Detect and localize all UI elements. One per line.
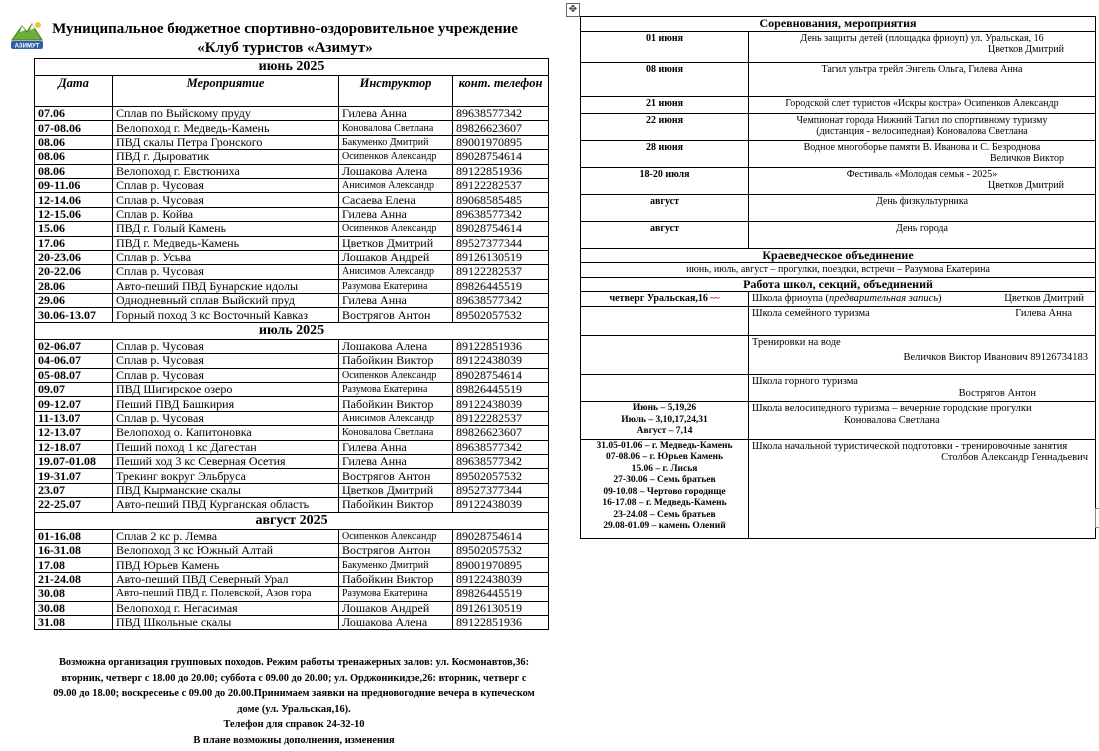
- row-instructor: Разумова Екатерина: [339, 279, 453, 293]
- school-person: Вострягов Антон: [958, 387, 1036, 399]
- row-instructor: Гилева Анна: [339, 207, 453, 221]
- row-date: 05-08.07: [35, 368, 113, 382]
- row-event: Сплав р. Чусовая: [113, 339, 339, 353]
- row-date: 19.07-01.08: [35, 454, 113, 468]
- event-row: [581, 167, 1096, 194]
- schedule-row: [35, 543, 549, 557]
- school-date-line: 27-30.06 – Семь братьев: [613, 475, 716, 485]
- footer-line: доме (ул. Уральская,16).: [237, 703, 351, 715]
- schedule-row: [35, 483, 549, 497]
- row-phone: 89638577342: [453, 107, 549, 121]
- schedule-row: [35, 265, 549, 279]
- school-name: Школа горного туризма: [752, 376, 858, 387]
- local-history-row: [581, 263, 1096, 278]
- school-row: [581, 336, 1096, 375]
- spellcheck-mark: ~~: [707, 293, 720, 303]
- school-schedule: [581, 375, 749, 402]
- row-date: 20-23.06: [35, 250, 113, 264]
- row-instructor: Лошаков Андрей: [339, 250, 453, 264]
- schedule-row: [35, 236, 549, 250]
- row-phone: 89126130519: [453, 250, 549, 264]
- row-phone: 89122438039: [453, 572, 549, 586]
- row-event: Сплав р. Чусовая: [113, 354, 339, 368]
- row-event: ПВД скалы Петра Гронского: [113, 135, 339, 149]
- schedule-row: [35, 222, 549, 236]
- school-schedule: [581, 336, 749, 375]
- row-phone: 89826445519: [453, 587, 549, 601]
- schedule-row: [35, 207, 549, 221]
- footer-disclaimer: В плане возможны дополнения, изменения: [193, 734, 395, 746]
- row-date: 01-16.08: [35, 529, 113, 543]
- row-phone: 89527377344: [453, 236, 549, 250]
- school-details: [749, 292, 1096, 307]
- schedule-row: [35, 250, 549, 264]
- local-history-title: Краеведческое объединение: [581, 248, 1096, 263]
- schedule-row: [35, 498, 549, 512]
- row-event: Сплав р. Чусовая: [113, 193, 339, 207]
- row-phone: 89122851936: [453, 339, 549, 353]
- row-date: 19-31.07: [35, 469, 113, 483]
- schools-title: Работа школ, секций, объединений: [581, 277, 1096, 292]
- row-phone: 89068585485: [453, 193, 549, 207]
- school-person: Величков Виктор Иванович 89126734183: [903, 351, 1088, 363]
- schedule-table: [34, 58, 549, 630]
- schedule-row: [35, 454, 549, 468]
- school-name: Тренировки на воде: [752, 337, 841, 348]
- event-details: [749, 113, 1096, 140]
- school-row: [581, 292, 1096, 307]
- school-details: [749, 439, 1096, 538]
- event-title: Городской слет туристов «Искры костра» Осипенков Александр: [785, 97, 1059, 109]
- row-event: ПВД Шигирское озеро: [113, 383, 339, 397]
- schedule-row: [35, 368, 549, 382]
- row-event: Пеший ПВД Башкирия: [113, 397, 339, 411]
- schedule-row: [35, 107, 549, 121]
- table-resize-handle[interactable]: [1095, 508, 1099, 528]
- row-instructor: Разумова Екатерина: [339, 383, 453, 397]
- school-date-line: 31.05-01.06 – г. Медведь-Камень: [596, 440, 733, 451]
- row-event: Велопоход о. Капитоновка: [113, 426, 339, 440]
- row-date: 16-31.08: [35, 543, 113, 557]
- schedule-row: [35, 193, 549, 207]
- event-row: [581, 194, 1096, 221]
- row-date: 12-14.06: [35, 193, 113, 207]
- column-header: Дата: [35, 76, 113, 107]
- event-details: [749, 221, 1096, 248]
- row-instructor: Лошакова Алена: [339, 339, 453, 353]
- school-name-end: ): [938, 293, 942, 304]
- row-event: ПВД г. Медведь-Камень: [113, 236, 339, 250]
- row-instructor: Бакуменко Дмитрий: [339, 558, 453, 572]
- row-phone: 89638577342: [453, 207, 549, 221]
- row-instructor: Сасаева Елена: [339, 193, 453, 207]
- school-date-line: 07-08.06 – г. Юрьев Камень: [606, 452, 723, 462]
- row-date: 09-12.07: [35, 397, 113, 411]
- row-instructor: Гилева Анна: [339, 107, 453, 121]
- row-instructor: Анисимов Александр: [339, 411, 453, 425]
- event-date: август: [581, 194, 749, 221]
- event-details: [749, 31, 1096, 62]
- schedule-row: [35, 397, 549, 411]
- event-details: [749, 140, 1096, 167]
- row-event: Горный поход 3 кс Восточный Кавказ: [113, 308, 339, 322]
- row-phone: 89527377344: [453, 483, 549, 497]
- row-phone: 89826623607: [453, 121, 549, 135]
- column-header: конт. телефон: [453, 76, 549, 107]
- schedule-body: [35, 59, 549, 630]
- event-title: Фестиваль «Молодая семья - 2025»: [846, 168, 998, 180]
- schedule-row: [35, 354, 549, 368]
- row-phone: 89028754614: [453, 150, 549, 164]
- row-event: Авто-пеший ПВД Северный Урал: [113, 572, 339, 586]
- school-name: [752, 293, 942, 304]
- row-date: 11-13.07: [35, 411, 113, 425]
- school-schedule: четверг Уральская,16 ~~: [581, 292, 749, 307]
- row-instructor: Пабойкин Виктор: [339, 572, 453, 586]
- row-date: 15.06: [35, 222, 113, 236]
- row-instructor: Гилева Анна: [339, 440, 453, 454]
- footer-line: Возможна организация групповых походов. Режим работы тренажерных залов: ул. Космонавтов,36:: [58, 657, 530, 668]
- schedule-row: [35, 558, 549, 572]
- row-instructor: Пабойкин Виктор: [339, 498, 453, 512]
- row-phone: 89001970895: [453, 558, 549, 572]
- row-instructor: Вострягов Антон: [339, 469, 453, 483]
- school-name: Школа семейного туризма: [752, 308, 870, 319]
- row-instructor: Пабойкин Виктор: [339, 397, 453, 411]
- row-phone: 89502057532: [453, 543, 549, 557]
- column-header-row: [35, 76, 549, 107]
- schedule-row: [35, 308, 549, 322]
- school-person: Гилева Анна: [1015, 308, 1072, 319]
- row-phone: 89122282537: [453, 411, 549, 425]
- row-instructor: Лошаков Андрей: [339, 601, 453, 615]
- event-organizer: Цветков Дмитрий: [988, 44, 1064, 55]
- footer-phone: Телефон для справок 24-32-10: [223, 719, 365, 730]
- row-instructor: Анисимов Александр: [339, 265, 453, 279]
- row-date: 22-25.07: [35, 498, 113, 512]
- row-date: 02-06.07: [35, 339, 113, 353]
- row-phone: 89028754614: [453, 222, 549, 236]
- school-date-line: 29.08-01.09 – камень Олений: [603, 521, 726, 531]
- schedule-row: [35, 339, 549, 353]
- row-event: Пеший ход 3 кс Северная Осетия: [113, 454, 339, 468]
- logo-text: АЗИМУТ: [14, 43, 40, 50]
- row-instructor: Осипенков Александр: [339, 368, 453, 382]
- school-row: [581, 307, 1096, 336]
- event-details: [749, 194, 1096, 221]
- event-organizer: Величков Виктор: [989, 153, 1064, 164]
- row-phone: 89122438039: [453, 498, 549, 512]
- school-date-line: Август – 7,14: [636, 426, 693, 436]
- row-event: ПВД г. Дыроватик: [113, 150, 339, 164]
- row-phone: 89502057532: [453, 308, 549, 322]
- row-event: Сплав 2 кс р. Лемва: [113, 529, 339, 543]
- event-organizer: (дистанция - велосипедная) Коновалова Светлана: [816, 126, 1028, 137]
- row-event: ПВД г. Голый Камень: [113, 222, 339, 236]
- event-title: Чемпионат города Нижний Тагил по спортивному туризму: [796, 114, 1048, 126]
- event-row: [581, 140, 1096, 167]
- event-title: День физкультурника: [875, 195, 969, 207]
- event-date: 28 июня: [581, 140, 749, 167]
- schedule-row: [35, 135, 549, 149]
- school-schedule: [581, 439, 749, 538]
- school-date-line: 09-10.08 – Чертово городище: [603, 486, 726, 497]
- event-row: [581, 221, 1096, 248]
- schedule-row: [35, 587, 549, 601]
- row-phone: 89028754614: [453, 529, 549, 543]
- row-phone: 89826623607: [453, 426, 549, 440]
- row-instructor: Гилева Анна: [339, 454, 453, 468]
- events-title-row: [581, 17, 1096, 32]
- row-instructor: Цветков Дмитрий: [339, 483, 453, 497]
- row-date: 09-11.06: [35, 178, 113, 192]
- event-title: Водное многоборье памяти В. Иванова и С. Безроднова: [803, 141, 1041, 153]
- events-body: [581, 17, 1096, 539]
- row-phone: 89638577342: [453, 440, 549, 454]
- event-date: август: [581, 221, 749, 248]
- event-details: [749, 96, 1096, 113]
- event-date: 08 июня: [581, 62, 749, 96]
- school-details: [749, 375, 1096, 402]
- school-date-line: 16-17.08 – г. Медведь-Камень: [602, 498, 727, 508]
- school-schedule: [581, 307, 749, 336]
- row-phone: 89001970895: [453, 135, 549, 149]
- row-date: 17.06: [35, 236, 113, 250]
- row-date: 12-15.06: [35, 207, 113, 221]
- schedule-row: [35, 178, 549, 192]
- row-instructor: Осипенков Александр: [339, 150, 453, 164]
- event-row: [581, 31, 1096, 62]
- row-event: Авто-пеший ПВД г. Полевской, Азов гора: [113, 587, 339, 601]
- local-history-text: июнь, июль, август – прогулки, поездки, встречи – Разумова Екатерина: [581, 263, 1096, 278]
- event-date: 22 июня: [581, 113, 749, 140]
- school-person: Цветков Дмитрий: [1004, 293, 1084, 304]
- row-instructor: Бакуменко Дмитрий: [339, 135, 453, 149]
- event-row: [581, 62, 1096, 96]
- row-instructor: Анисимов Александр: [339, 178, 453, 192]
- row-date: 08.06: [35, 150, 113, 164]
- row-instructor: Вострягов Антон: [339, 308, 453, 322]
- month-header-row: [35, 59, 549, 76]
- school-row: [581, 375, 1096, 402]
- school-date-line: 15.06 – г. Лисья: [631, 463, 698, 474]
- schedule-row: [35, 529, 549, 543]
- event-date: 18-20 июля: [581, 167, 749, 194]
- row-instructor: Осипенков Александр: [339, 222, 453, 236]
- row-instructor: Пабойкин Виктор: [339, 354, 453, 368]
- school-row: [581, 439, 1096, 538]
- row-phone: 89122438039: [453, 354, 549, 368]
- row-event: Сплав р. Чусовая: [113, 411, 339, 425]
- row-event: Велопоход г. Негасимая: [113, 601, 339, 615]
- row-event: ПВД Юрьев Камень: [113, 558, 339, 572]
- month-title: июль 2025: [35, 322, 549, 339]
- row-phone: 89826445519: [453, 279, 549, 293]
- schedule-row: [35, 572, 549, 586]
- events-table: [580, 16, 1096, 539]
- event-date: 21 июня: [581, 96, 749, 113]
- row-phone: 89028754614: [453, 368, 549, 382]
- row-date: 31.08: [35, 615, 113, 629]
- school-date-line: Июнь – 5,19,26: [632, 403, 697, 413]
- local-history-title-row: [581, 248, 1096, 263]
- month-title: июнь 2025: [35, 59, 549, 76]
- row-date: 21-24.08: [35, 572, 113, 586]
- row-instructor: Коновалова Светлана: [339, 121, 453, 135]
- school-details: [749, 402, 1096, 440]
- row-event: Велопоход г. Медведь-Камень: [113, 121, 339, 135]
- school-date-line: 23-24.08 – Семь братьев: [613, 509, 716, 520]
- school-person: Столбов Александр Геннадьевич: [941, 452, 1088, 463]
- row-instructor: Лошакова Алена: [339, 615, 453, 629]
- event-organizer: Цветков Дмитрий: [988, 180, 1064, 191]
- school-name: Школа начальной туристической подготовки - тренировочные занятия: [752, 440, 1068, 452]
- school-name: Школа велосипедного туризма – вечерние городские прогулки: [752, 403, 1032, 414]
- org-title-line1: Муниципальное бюджетное спортивно-оздоровительное учреждение: [52, 21, 518, 37]
- row-event: ПВД Кырманские скалы: [113, 483, 339, 497]
- event-row: [581, 113, 1096, 140]
- row-event: Пеший поход 1 кс Дагестан: [113, 440, 339, 454]
- month-header-row: [35, 322, 549, 339]
- row-instructor: Коновалова Светлана: [339, 426, 453, 440]
- row-date: 30.08: [35, 601, 113, 615]
- row-event: Сплав по Выйскому пруду: [113, 107, 339, 121]
- event-title: День защиты детей (площадка фриоуп) ул. Уральская, 16: [800, 32, 1044, 44]
- row-instructor: Вострягов Антон: [339, 543, 453, 557]
- event-details: [749, 167, 1096, 194]
- row-phone: 89122282537: [453, 265, 549, 279]
- row-instructor: Разумова Екатерина: [339, 587, 453, 601]
- row-date: 30.06-13.07: [35, 308, 113, 322]
- row-date: 07.06: [35, 107, 113, 121]
- row-date: 12-13.07: [35, 426, 113, 440]
- row-phone: 89638577342: [453, 294, 549, 308]
- schedule-row: [35, 279, 549, 293]
- row-event: Сплав р. Койва: [113, 207, 339, 221]
- event-details: [749, 62, 1096, 96]
- row-instructor: Гилева Анна: [339, 294, 453, 308]
- event-date: 01 июня: [581, 31, 749, 62]
- row-phone: 89122851936: [453, 164, 549, 178]
- row-event: Сплав р. Чусовая: [113, 265, 339, 279]
- row-date: 29.06: [35, 294, 113, 308]
- row-date: 04-06.07: [35, 354, 113, 368]
- footer-line: 09.00 до 18.00; воскресенье с 09.00 до 20.00.Принимаем заявки на предновогодние вечера в купеческом: [53, 688, 535, 699]
- schedule-row: [35, 601, 549, 615]
- azimut-logo: [8, 18, 46, 52]
- school-note: предварительная запись: [828, 293, 939, 304]
- school-row: [581, 402, 1096, 440]
- column-header: Инструктор: [339, 76, 453, 107]
- events-title: Соревнования, мероприятия: [581, 17, 1096, 32]
- org-title-line2: «Клуб туристов «Азимут»: [197, 40, 373, 56]
- school-date-line: Июль – 3,10,17,24,31: [621, 414, 708, 425]
- row-phone: 89122851936: [453, 615, 549, 629]
- row-date: 20-22.06: [35, 265, 113, 279]
- row-event: Однодневный сплав Выйский пруд: [113, 294, 339, 308]
- schedule-row: [35, 294, 549, 308]
- row-date: 07-08.06: [35, 121, 113, 135]
- row-date: 12-18.07: [35, 440, 113, 454]
- row-event: Сплав р. Чусовая: [113, 178, 339, 192]
- row-date: 09.07: [35, 383, 113, 397]
- row-phone: 89126130519: [453, 601, 549, 615]
- event-title: Тагил ультра трейл Энгель Ольга, Гилева Анна: [821, 63, 1023, 75]
- row-event: Авто-пеший ПВД Бунарские идолы: [113, 279, 339, 293]
- schedule-row: [35, 615, 549, 629]
- footer-notes: [40, 655, 548, 748]
- event-row: [581, 96, 1096, 113]
- schedule-row: [35, 440, 549, 454]
- row-event: Трекинг вокруг Эльбруса: [113, 469, 339, 483]
- row-date: 08.06: [35, 135, 113, 149]
- schedule-row: [35, 121, 549, 135]
- school-details: [749, 307, 1096, 336]
- table-move-handle-icon[interactable]: ✥: [566, 3, 580, 17]
- row-event: Авто-пеший ПВД Курганская область: [113, 498, 339, 512]
- schedule-row: [35, 469, 549, 483]
- row-date: 17.08: [35, 558, 113, 572]
- schedule-row: [35, 411, 549, 425]
- row-instructor: Осипенков Александр: [339, 529, 453, 543]
- row-date: 08.06: [35, 164, 113, 178]
- schedule-row: [35, 164, 549, 178]
- row-instructor: Цветков Дмитрий: [339, 236, 453, 250]
- schools-title-row: [581, 277, 1096, 292]
- event-title: День города: [896, 222, 948, 234]
- row-phone: 89122438039: [453, 397, 549, 411]
- row-date: 23.07: [35, 483, 113, 497]
- row-event: Велопоход г. Евстюниха: [113, 164, 339, 178]
- schedule-row: [35, 426, 549, 440]
- school-details: [749, 336, 1096, 375]
- row-event: Велопоход 3 кс Южный Алтай: [113, 543, 339, 557]
- row-event: Сплав р. Чусовая: [113, 368, 339, 382]
- footer-line: вторник, четверг с 18.00 до 20.00; суббота с 09.00 до 20.00; ул. Орджоникидзе,26: вторник, четверг с: [61, 672, 527, 684]
- school-person: Коновалова Светлана: [844, 414, 940, 426]
- row-date: 28.06: [35, 279, 113, 293]
- school-schedule: [581, 402, 749, 440]
- schedule-row: [35, 383, 549, 397]
- column-header: Мероприятие: [113, 76, 339, 107]
- row-phone: 89826445519: [453, 383, 549, 397]
- row-event: Сплав р. Усьва: [113, 250, 339, 264]
- month-header-row: [35, 512, 549, 529]
- schedule-row: [35, 150, 549, 164]
- row-event: ПВД Школьные скалы: [113, 615, 339, 629]
- school-name-text: Школа фриоупа (: [752, 293, 829, 304]
- row-date: 30.08: [35, 587, 113, 601]
- month-title: август 2025: [35, 512, 549, 529]
- row-phone: 89122282537: [453, 178, 549, 192]
- row-phone: 89502057532: [453, 469, 549, 483]
- row-phone: 89638577342: [453, 454, 549, 468]
- row-instructor: Лошакова Алена: [339, 164, 453, 178]
